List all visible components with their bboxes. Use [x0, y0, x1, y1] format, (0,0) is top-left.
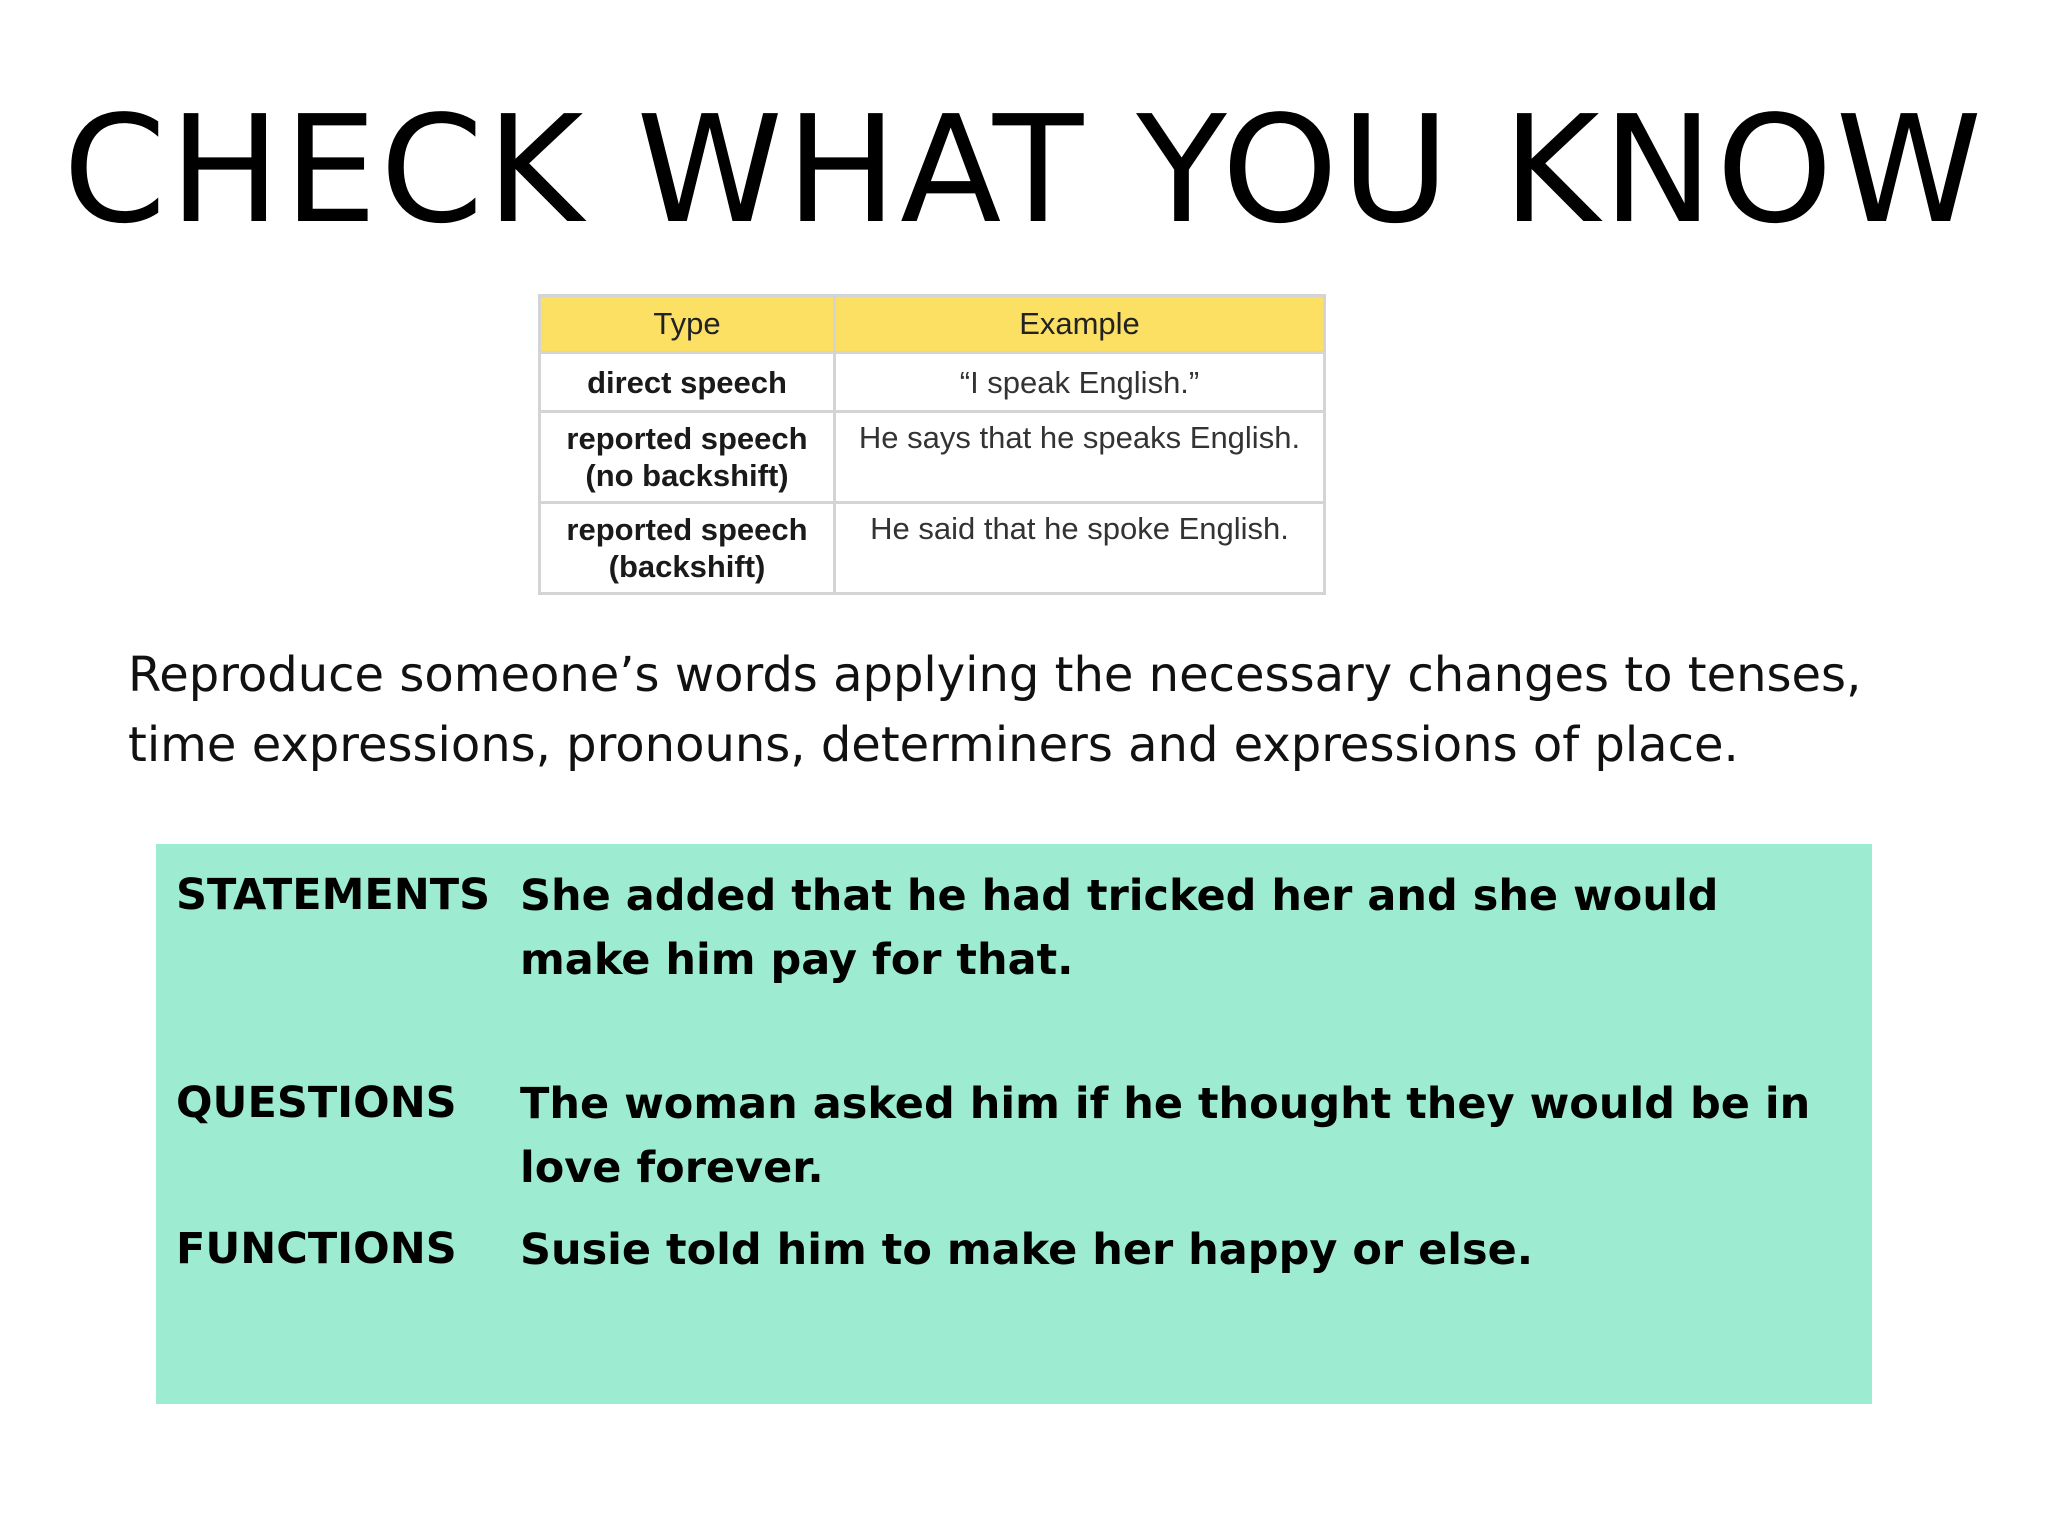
description-text: Reproduce someone’s words applying the necessary changes to tenses, time expressions, pronouns, determiners and expressions of place. [128, 647, 1862, 773]
statements-label: STATEMENTS [176, 870, 491, 920]
type-label: direct speech [587, 364, 787, 400]
type-label: reported speech [566, 421, 808, 456]
example-cell: He said that he spoke English. [835, 503, 1325, 594]
statements-example: She added that he had tricked her and she would make him pay for that. [520, 871, 1719, 985]
type-sublabel: (backshift) [608, 549, 766, 584]
functions-label: FUNCTIONS [176, 1224, 457, 1274]
type-label: reported speech [566, 512, 808, 547]
type-cell [540, 503, 835, 594]
questions-label: QUESTIONS [176, 1078, 457, 1128]
slide-title: CHECK WHAT YOU KNOW [62, 84, 1986, 256]
type-cell [540, 353, 835, 412]
speech-types-table [538, 294, 1326, 595]
type-cell [540, 412, 835, 503]
type-column-header: Type [540, 296, 835, 353]
examples-box [156, 844, 1872, 1404]
table-row [540, 503, 1325, 594]
example-cell: He says that he speaks English. [835, 412, 1325, 503]
example-cell: “I speak English.” [835, 353, 1325, 412]
example-column-header: Example [835, 296, 1325, 353]
questions-example: The woman asked him if he thought they would be in love forever. [520, 1079, 1811, 1193]
functions-example: Susie told him to make her happy or else. [520, 1225, 1534, 1275]
type-sublabel: (no backshift) [585, 458, 789, 493]
table-header-row [540, 296, 1325, 353]
table-row [540, 412, 1325, 503]
table-row [540, 353, 1325, 412]
